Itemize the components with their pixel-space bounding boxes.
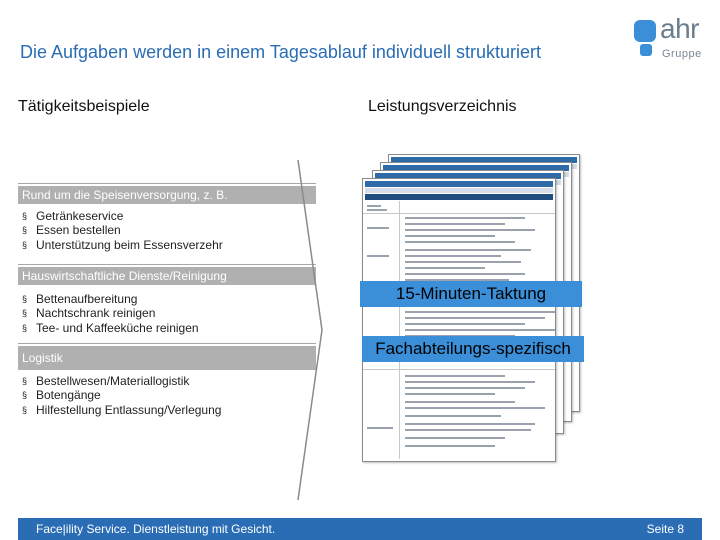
list-item: § Unterstützung beim Essensverzehr [22, 237, 223, 252]
bullet-icon: § [22, 322, 28, 333]
left-column-header: Tätigkeitsbeispiele [18, 98, 150, 115]
list-item: § Getränkeservice [22, 209, 124, 223]
logo-square-small [640, 44, 652, 56]
list-item: § Essen bestellen [22, 223, 121, 238]
bullet-icon: § [22, 390, 28, 401]
chevron-arrow-icon [296, 160, 326, 500]
bullet-icon: § [22, 376, 28, 386]
bullet-icon: § [22, 308, 28, 319]
category-divider [18, 343, 316, 344]
right-column-header: Leistungsverzeichnis [368, 98, 517, 115]
callout-15-minuten: 15-Minuten-Taktung [360, 281, 582, 307]
slide-title: Die Aufgaben werden in einem Tagesablauf individuell strukturiert [20, 42, 541, 62]
logo-sub: Gruppe [662, 48, 702, 60]
list-item: § Nachtschrank reinigen [22, 306, 156, 321]
bullet-icon: § [22, 294, 28, 304]
category-box-logistik: Logistik [18, 346, 316, 370]
category-divider [18, 183, 316, 184]
footer-tagline: Face|ility Service. Dienstleistung mit Gesicht. [36, 522, 276, 536]
bullet-icon: § [22, 225, 28, 236]
list-item: § Bettenaufbereitung [22, 292, 138, 306]
logo-word: ahr [660, 13, 699, 44]
category-divider [18, 264, 316, 265]
category-box-speisenversorgung: Rund um die Speisenversorgung, z. B. [18, 186, 316, 204]
category-box-hauswirtschaft: Hauswirtschaftliche Dienste/Reinigung [18, 267, 316, 285]
category-list-hauswirtschaft [22, 292, 199, 335]
list-item: § Bestellwesen/Materiallogistik [22, 374, 190, 388]
logo-square-large [634, 20, 656, 42]
list-item: § Tee- und Kaffeeküche reinigen [22, 320, 199, 335]
document-page-front [362, 178, 556, 462]
category-list-logistik [22, 374, 221, 417]
bullet-icon: § [22, 239, 28, 250]
ahr-gruppe-logo [634, 14, 710, 64]
category-list-speisenversorgung [22, 209, 223, 252]
bullet-icon: § [22, 211, 28, 221]
footer-bar [18, 518, 702, 540]
list-item: § Botengänge [22, 388, 101, 403]
list-item: § Hilfestellung Entlassung/Verlegung [22, 402, 222, 417]
page-number: Seite 8 [646, 522, 684, 536]
callout-fachabteilung: Fachabteilungs-spezifisch [362, 336, 584, 362]
bullet-icon: § [22, 404, 28, 415]
